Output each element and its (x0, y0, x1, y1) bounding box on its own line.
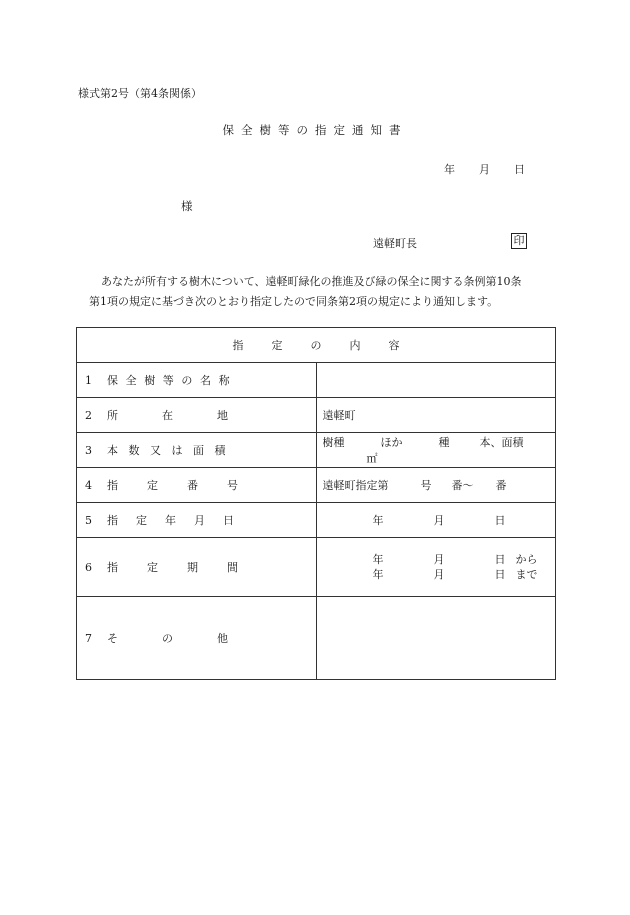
row-label (77, 468, 317, 503)
period-start: 年 月 日 から (372, 553, 538, 566)
sender-name: 遠軽町長 (373, 237, 417, 250)
row-label-text: 指定年月日 (107, 514, 252, 527)
row-label-text: 保全樹等の名称 (107, 374, 238, 387)
species-label: 樹種 (322, 436, 345, 449)
row-label (77, 363, 317, 398)
table-row (77, 398, 556, 433)
date-year: 年 (444, 163, 455, 176)
date-day: 日 (514, 163, 525, 176)
row-value (316, 468, 556, 503)
designation-prefix: 遠軽町指定第 (322, 479, 389, 492)
row-value (316, 433, 556, 468)
row-label-text: 指定期間 (107, 561, 267, 574)
row-value: 遠軽町 (316, 398, 556, 433)
row-label-text: 指定番号 (107, 479, 267, 492)
row-label (77, 433, 317, 468)
kind-label: 種 (438, 436, 450, 449)
row-number: 1 (85, 374, 92, 387)
table-row (77, 468, 556, 503)
row-number: 7 (85, 632, 92, 645)
row-label-text: 所在地 (107, 409, 272, 422)
row-label (77, 503, 317, 538)
designation-year: 年 (372, 514, 384, 527)
document-title: 保全樹等の指定通知書 (222, 123, 408, 137)
row-label (77, 398, 317, 433)
row-label (77, 597, 317, 680)
table-row (77, 363, 556, 398)
addressee-suffix: 様 (181, 199, 193, 213)
table-row (77, 433, 556, 468)
count-label: 本、面積 (479, 436, 524, 449)
row-label (77, 538, 317, 597)
form-number: 様式第2号（第4条関係） (78, 87, 202, 100)
seal-mark: 印 (511, 233, 527, 249)
row-number: 2 (85, 409, 92, 422)
row-value (316, 538, 556, 597)
row-value (316, 503, 556, 538)
body-text (89, 272, 559, 312)
row-number: 3 (85, 444, 92, 457)
row-value (316, 597, 556, 680)
body-line-2: 第1項の規定に基づき次のとおり指定したので同条第2項の規定により通知します。 (89, 295, 499, 308)
designation-number-label: 号 (420, 479, 432, 492)
body-line-1: あなたが所有する樹木について、遠軽町緑化の推進及び緑の保全に関する条例第10条 (101, 275, 522, 288)
designation-table (76, 327, 556, 680)
area-unit: ㎡ (366, 452, 378, 465)
designation-ban-to: 番 (495, 479, 507, 492)
table-row (77, 538, 556, 597)
row-value (316, 363, 556, 398)
designation-month: 月 (433, 514, 445, 527)
row-number: 4 (85, 479, 92, 492)
date-month: 月 (479, 163, 490, 176)
row-label-text: 本数又は面積 (107, 444, 236, 457)
designation-ban-from: 番～ (451, 479, 474, 492)
row-number: 6 (85, 561, 92, 574)
row-number: 5 (85, 514, 92, 527)
period-end: 年 月 日 まで (372, 568, 538, 581)
issue-date (444, 161, 525, 177)
other-label: ほか (380, 436, 403, 449)
table-row (77, 503, 556, 538)
designation-day: 日 (494, 514, 506, 527)
table-row (77, 597, 556, 680)
row-label-text: その他 (107, 632, 272, 645)
table-header: 指定の内容 (77, 328, 556, 363)
